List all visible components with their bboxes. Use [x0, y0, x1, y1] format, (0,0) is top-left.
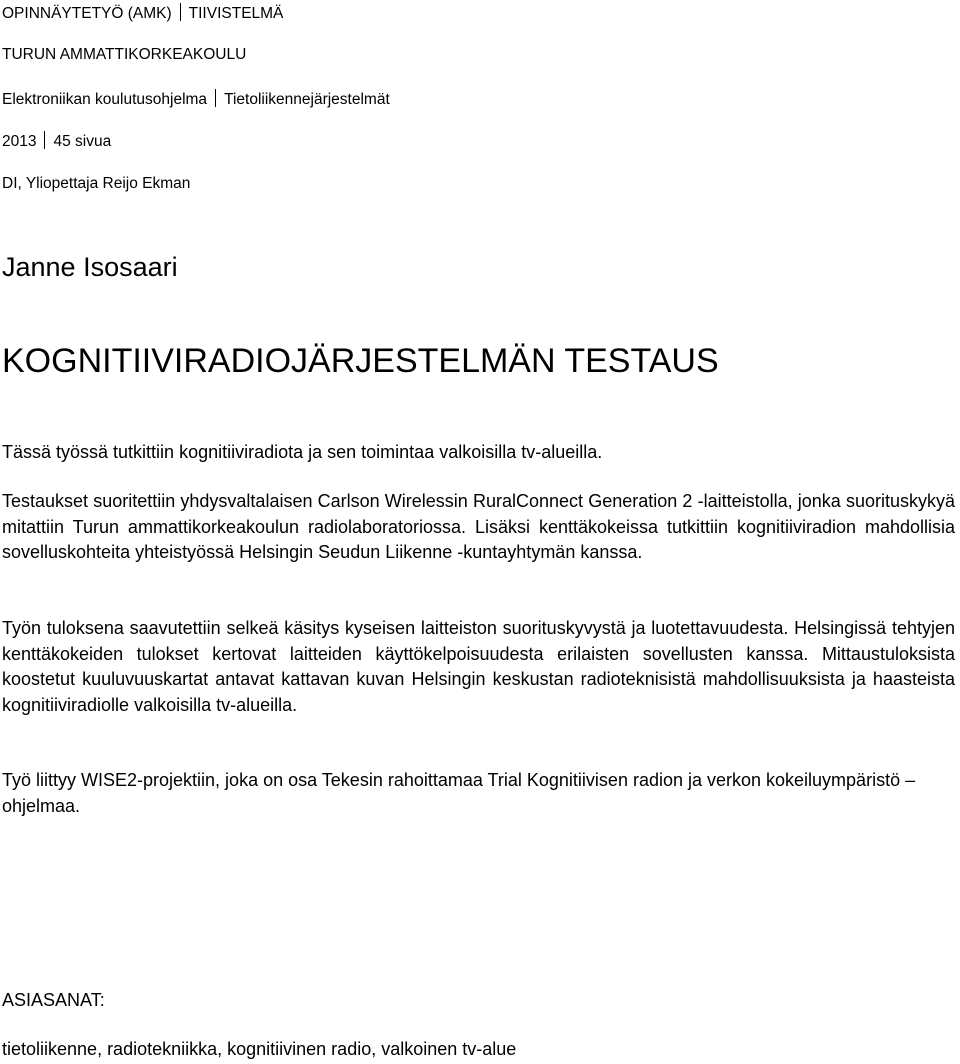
year-pages-line — [2, 131, 111, 152]
document-section: TIIVISTELMÄ — [188, 5, 284, 22]
keywords-list: tietoliikenne, radiotekniikka, kognitiivinen radio, valkoinen tv-alue — [2, 1039, 517, 1059]
author-name: Janne Isosaari — [2, 252, 178, 282]
abstract-paragraph-2: Testaukset suoritettiin yhdysvaltalaisen Carlson Wirelessin RuralConnect Generation 2 -laitteistolla, jonka suorituskykyä mitattiin Turun ammattikorkeakoulun radiolaboratoriossa. Lisäksi kenttäkokeissa tutkittiin kognitiiviradion mahdollisia sovelluskohteita yhteistyössä Helsingin Seudun Liikenne -kuntayhtymän kanssa. — [2, 491, 955, 563]
keywords-heading: ASIASANAT: — [2, 990, 105, 1010]
specialisation: Tietoliikennejärjestelmät — [224, 91, 390, 108]
separator — [180, 3, 181, 21]
document-type-line — [2, 3, 283, 24]
separator — [215, 89, 216, 107]
separator — [44, 131, 45, 149]
year: 2013 — [2, 133, 37, 150]
page-count: 45 sivua — [53, 133, 112, 150]
abstract-paragraph-4: Työ liittyy WISE2-projektiin, joka on osa Tekesin rahoittamaa Trial Kognitiivisen radion ja verkon kokeiluympäristö –ohjelmaa. — [2, 770, 916, 816]
abstract-paragraph-3: Työn tuloksena saavutettiin selkeä käsitys kyseisen laitteiston suorituskyvystä ja luotettavuudesta. Helsingissä tehtyjen kenttäkokeiden tulokset kertovat laitteiden käyttökelpoisuudesta erilaisten sovellusten kanssa. Mittaustuloksista koostetut kuuluvuuskartat antavat kattavan kuvan Helsingin keskustan radioteknisistä mahdollisuuksista ja haasteista kognitiiviradiolle valkoisilla tv-alueilla. — [2, 618, 955, 716]
thesis-title: KOGNITIIVIRADIOJÄRJESTELMÄN TESTAUS — [2, 342, 719, 380]
abstract-paragraph-1: Tässä työssä tutkittiin kognitiiviradiota ja sen toimintaa valkoisilla tv-alueilla. — [2, 442, 603, 462]
school-name: TURUN AMMATTIKORKEAKOULU — [2, 46, 247, 63]
degree-program: Elektroniikan koulutusohjelma — [2, 91, 208, 108]
supervisor: DI, Yliopettaja Reijo Ekman — [2, 175, 191, 192]
program-line — [2, 89, 390, 110]
document-type: OPINNÄYTETYÖ (AMK) — [2, 5, 172, 22]
